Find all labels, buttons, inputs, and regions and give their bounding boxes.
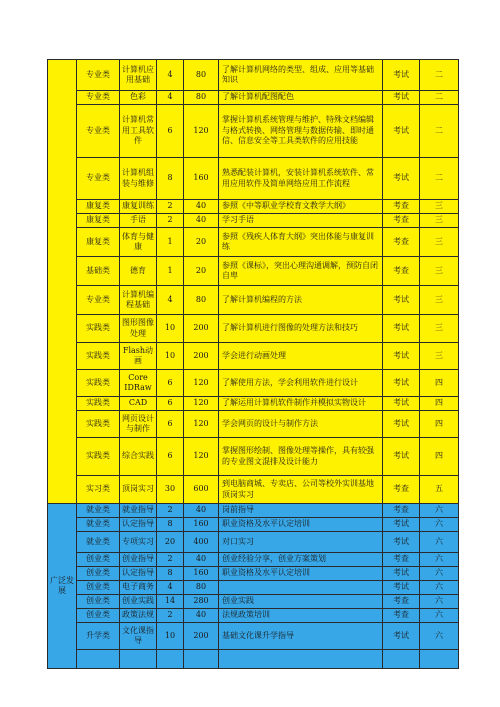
description-cell: 学会网页的设计与制作方法 <box>219 411 383 438</box>
credits-cell: 6 <box>157 438 184 476</box>
empty-cell <box>184 650 219 669</box>
hours-cell: 20 <box>184 228 219 257</box>
hours-cell: 40 <box>184 214 219 228</box>
credits-cell: 10 <box>157 343 184 370</box>
hours-cell: 200 <box>184 315 219 343</box>
category-cell: 专业类 <box>77 286 120 315</box>
assessment-cell: 考查 <box>383 228 420 257</box>
hours-cell: 200 <box>184 343 219 370</box>
term-cell: 三 <box>420 286 459 315</box>
description-cell: 创业经验分享，创业方案策划 <box>219 553 383 567</box>
description-cell: 熟悉配装计算机，安装计算机系统软件、常用应用软件及简单网络应用工作流程 <box>219 158 383 200</box>
assessment-cell: 考试 <box>383 343 420 370</box>
description-cell: 参照《中等职业学校育文教学大纲》 <box>219 200 383 214</box>
credits-cell: 8 <box>157 518 184 532</box>
category-cell: 创业类 <box>77 595 120 609</box>
table-row <box>48 476 459 504</box>
term-cell: 四 <box>420 397 459 411</box>
course-name-cell: 就业指导 <box>120 504 157 518</box>
credits-cell: 6 <box>157 370 184 397</box>
curriculum-table <box>47 59 459 669</box>
term-cell: 六 <box>420 609 459 623</box>
empty-cell <box>77 650 120 669</box>
term-cell: 六 <box>420 504 459 518</box>
hours-cell: 160 <box>184 567 219 581</box>
hours-cell: 120 <box>184 370 219 397</box>
credits-cell: 2 <box>157 553 184 567</box>
category-cell: 实践类 <box>77 343 120 370</box>
description-cell: 职业资格及水平认定培训 <box>219 518 383 532</box>
description-cell: 了解计算机配图配色 <box>219 91 383 105</box>
category-cell: 专业类 <box>77 60 120 91</box>
term-cell: 三 <box>420 214 459 228</box>
table-row <box>48 158 459 200</box>
course-name-cell: CAD <box>120 397 157 411</box>
course-name-cell: 创业指导 <box>120 553 157 567</box>
assessment-cell: 考试 <box>383 91 420 105</box>
hours-cell: 20 <box>184 257 219 286</box>
assessment-cell: 考查 <box>383 595 420 609</box>
term-cell: 三 <box>420 228 459 257</box>
credits-cell: 2 <box>157 200 184 214</box>
hours-cell: 40 <box>184 553 219 567</box>
description-cell <box>219 581 383 595</box>
description-cell: 创业实践 <box>219 595 383 609</box>
category-cell: 就业类 <box>77 518 120 532</box>
assessment-cell: 考试 <box>383 623 420 650</box>
empty-cell <box>420 650 459 669</box>
table-row <box>48 609 459 623</box>
assessment-cell: 考试 <box>383 567 420 581</box>
hours-cell: 160 <box>184 518 219 532</box>
course-name-cell: 计算机组装与维修 <box>120 158 157 200</box>
table-row <box>48 60 459 91</box>
term-cell: 二 <box>420 91 459 105</box>
empty-cell <box>120 650 157 669</box>
credits-cell: 4 <box>157 60 184 91</box>
category-cell: 实践类 <box>77 315 120 343</box>
term-cell: 四 <box>420 370 459 397</box>
table-row <box>48 315 459 343</box>
assessment-cell: 考试 <box>383 438 420 476</box>
hours-cell: 80 <box>184 60 219 91</box>
assessment-cell: 考试 <box>383 370 420 397</box>
hours-cell: 40 <box>184 609 219 623</box>
table-row <box>48 370 459 397</box>
term-cell: 四 <box>420 411 459 438</box>
description-cell: 对口实习 <box>219 532 383 553</box>
course-name-cell: 计算机应用基础 <box>120 60 157 91</box>
assessment-cell: 考试 <box>383 581 420 595</box>
assessment-cell: 考查 <box>383 553 420 567</box>
category-cell: 专业类 <box>77 91 120 105</box>
table-row <box>48 595 459 609</box>
credits-cell: 20 <box>157 532 184 553</box>
table-row <box>48 623 459 650</box>
hours-cell: 80 <box>184 286 219 315</box>
assessment-cell: 考查 <box>383 214 420 228</box>
table-row <box>48 91 459 105</box>
table-row <box>48 228 459 257</box>
term-cell: 三 <box>420 257 459 286</box>
description-cell: 了解使用方法，学会利用软件进行设计 <box>219 370 383 397</box>
description-cell: 参照《残疾人体育大纲》突出体能与康复训练 <box>219 228 383 257</box>
term-cell: 二 <box>420 105 459 158</box>
description-cell: 了解计算机进行图像的处理方法和技巧 <box>219 315 383 343</box>
description-cell: 基础文化课升学指导 <box>219 623 383 650</box>
table-row <box>48 105 459 158</box>
description-cell: 职业资格及水平认定培训 <box>219 567 383 581</box>
category-cell: 专业类 <box>77 158 120 200</box>
hours-cell: 120 <box>184 411 219 438</box>
category-cell: 实践类 <box>77 397 120 411</box>
term-cell: 三 <box>420 343 459 370</box>
table-row <box>48 286 459 315</box>
credits-cell: 10 <box>157 315 184 343</box>
assessment-cell: 考查 <box>383 257 420 286</box>
description-cell: 学会进行动画处理 <box>219 343 383 370</box>
course-name-cell: 图形图像处理 <box>120 315 157 343</box>
table-row <box>48 518 459 532</box>
empty-cell <box>219 650 383 669</box>
term-cell: 六 <box>420 595 459 609</box>
hours-cell: 200 <box>184 623 219 650</box>
assessment-cell: 考试 <box>383 397 420 411</box>
credits-cell: 2 <box>157 609 184 623</box>
credits-cell: 2 <box>157 214 184 228</box>
hours-cell: 400 <box>184 532 219 553</box>
assessment-cell: 考查 <box>383 609 420 623</box>
category-cell: 基础类 <box>77 257 120 286</box>
category-cell: 创业类 <box>77 567 120 581</box>
table-row <box>48 343 459 370</box>
course-name-cell: 专项实习 <box>120 532 157 553</box>
table-row <box>48 438 459 476</box>
category-cell: 实践类 <box>77 438 120 476</box>
course-name-cell: 认定指导 <box>120 518 157 532</box>
description-cell: 了解计算机编程的方法 <box>219 286 383 315</box>
category-cell: 康复类 <box>77 200 120 214</box>
table-row <box>48 553 459 567</box>
credits-cell: 8 <box>157 158 184 200</box>
assessment-cell: 考试 <box>383 158 420 200</box>
assessment-cell: 考查 <box>383 476 420 504</box>
course-name-cell: 手语 <box>120 214 157 228</box>
category-cell: 康复类 <box>77 214 120 228</box>
table-row <box>48 397 459 411</box>
credits-cell: 14 <box>157 595 184 609</box>
hours-cell: 120 <box>184 438 219 476</box>
table-row <box>48 567 459 581</box>
term-cell: 六 <box>420 518 459 532</box>
description-cell: 了解计算机网络的类型、组成、应用等基础知识 <box>219 60 383 91</box>
credits-cell: 4 <box>157 286 184 315</box>
assessment-cell: 考查 <box>383 504 420 518</box>
term-cell: 六 <box>420 532 459 553</box>
credits-cell: 6 <box>157 411 184 438</box>
hours-cell: 120 <box>184 105 219 158</box>
category-cell: 就业类 <box>77 532 120 553</box>
course-name-cell: 计算机编程基础 <box>120 286 157 315</box>
term-cell: 六 <box>420 623 459 650</box>
term-cell: 三 <box>420 200 459 214</box>
course-name-cell: 色彩 <box>120 91 157 105</box>
course-name-cell: 计算机常用工具软件 <box>120 105 157 158</box>
credits-cell: 4 <box>157 91 184 105</box>
credits-cell: 6 <box>157 397 184 411</box>
hours-cell: 80 <box>184 91 219 105</box>
table-row <box>48 214 459 228</box>
description-cell: 掌握计算机系统管理与维护、特殊文档编辑与格式转换、网络管理与数据传输、即时通信、信息安全等工具类软件的应用技能 <box>219 105 383 158</box>
course-name-cell: Core IDRaw <box>120 370 157 397</box>
term-cell: 二 <box>420 158 459 200</box>
term-cell: 六 <box>420 581 459 595</box>
category-cell: 实践类 <box>77 370 120 397</box>
description-cell: 参照《课标》，突出心理沟通调解，预防自闭自卑 <box>219 257 383 286</box>
table-row <box>48 411 459 438</box>
credits-cell: 1 <box>157 228 184 257</box>
category-cell: 康复类 <box>77 228 120 257</box>
course-name-cell: Flash动画 <box>120 343 157 370</box>
category-cell: 创业类 <box>77 581 120 595</box>
credits-cell: 4 <box>157 581 184 595</box>
credits-cell: 6 <box>157 105 184 158</box>
category-cell: 专业类 <box>77 105 120 158</box>
description-cell: 掌握图形绘制、图像处理等操作，具有较强的专业图文混排及设计能力 <box>219 438 383 476</box>
category-cell: 创业类 <box>77 553 120 567</box>
assessment-cell: 考查 <box>383 200 420 214</box>
course-name-cell: 德育 <box>120 257 157 286</box>
assessment-cell: 考试 <box>383 286 420 315</box>
course-name-cell: 认定指导 <box>120 567 157 581</box>
term-cell: 二 <box>420 60 459 91</box>
hours-cell: 40 <box>184 504 219 518</box>
course-name-cell: 文化课指导 <box>120 623 157 650</box>
assessment-cell: 考试 <box>383 60 420 91</box>
credits-cell: 30 <box>157 476 184 504</box>
hours-cell: 80 <box>184 581 219 595</box>
assessment-cell: 考试 <box>383 411 420 438</box>
table-row <box>48 581 459 595</box>
credits-cell: 1 <box>157 257 184 286</box>
course-name-cell: 综合实践 <box>120 438 157 476</box>
term-cell: 三 <box>420 315 459 343</box>
table-row <box>48 532 459 553</box>
table-row-empty <box>48 650 459 669</box>
category-cell: 实践类 <box>77 411 120 438</box>
course-name-cell: 顶岗实习 <box>120 476 157 504</box>
assessment-cell: 考试 <box>383 532 420 553</box>
course-name-cell: 政策法规 <box>120 609 157 623</box>
description-cell: 学习手语 <box>219 214 383 228</box>
credits-cell: 8 <box>157 567 184 581</box>
empty-cell <box>383 650 420 669</box>
term-cell: 四 <box>420 438 459 476</box>
category-cell: 升学类 <box>77 623 120 650</box>
term-cell: 五 <box>420 476 459 504</box>
category-cell: 创业类 <box>77 609 120 623</box>
assessment-cell: 考试 <box>383 315 420 343</box>
course-name-cell: 创业实践 <box>120 595 157 609</box>
group-cell-top <box>48 60 77 504</box>
description-cell: 法规政策培训 <box>219 609 383 623</box>
term-cell: 六 <box>420 567 459 581</box>
group-label-cell: 广泛发展 <box>48 504 77 669</box>
category-cell: 就业类 <box>77 504 120 518</box>
hours-cell: 160 <box>184 158 219 200</box>
description-cell: 了解运用计算机软件制作并模拟实物设计 <box>219 397 383 411</box>
course-name-cell: 电子商务 <box>120 581 157 595</box>
category-cell: 实习类 <box>77 476 120 504</box>
table-row <box>48 200 459 214</box>
description-cell: 岗前指导 <box>219 504 383 518</box>
hours-cell: 40 <box>184 200 219 214</box>
assessment-cell: 考试 <box>383 518 420 532</box>
course-name-cell: 网页设计与制作 <box>120 411 157 438</box>
table-row <box>48 257 459 286</box>
hours-cell: 280 <box>184 595 219 609</box>
course-name-cell: 康复训练 <box>120 200 157 214</box>
credits-cell: 2 <box>157 504 184 518</box>
course-name-cell: 体育与健康 <box>120 228 157 257</box>
hours-cell: 120 <box>184 397 219 411</box>
empty-cell <box>157 650 184 669</box>
term-cell: 六 <box>420 553 459 567</box>
table-row <box>48 504 459 518</box>
assessment-cell: 考试 <box>383 105 420 158</box>
credits-cell: 10 <box>157 623 184 650</box>
hours-cell: 600 <box>184 476 219 504</box>
description-cell: 到电脑商城、专卖店、公司等校外实训基地顶岗实习 <box>219 476 383 504</box>
